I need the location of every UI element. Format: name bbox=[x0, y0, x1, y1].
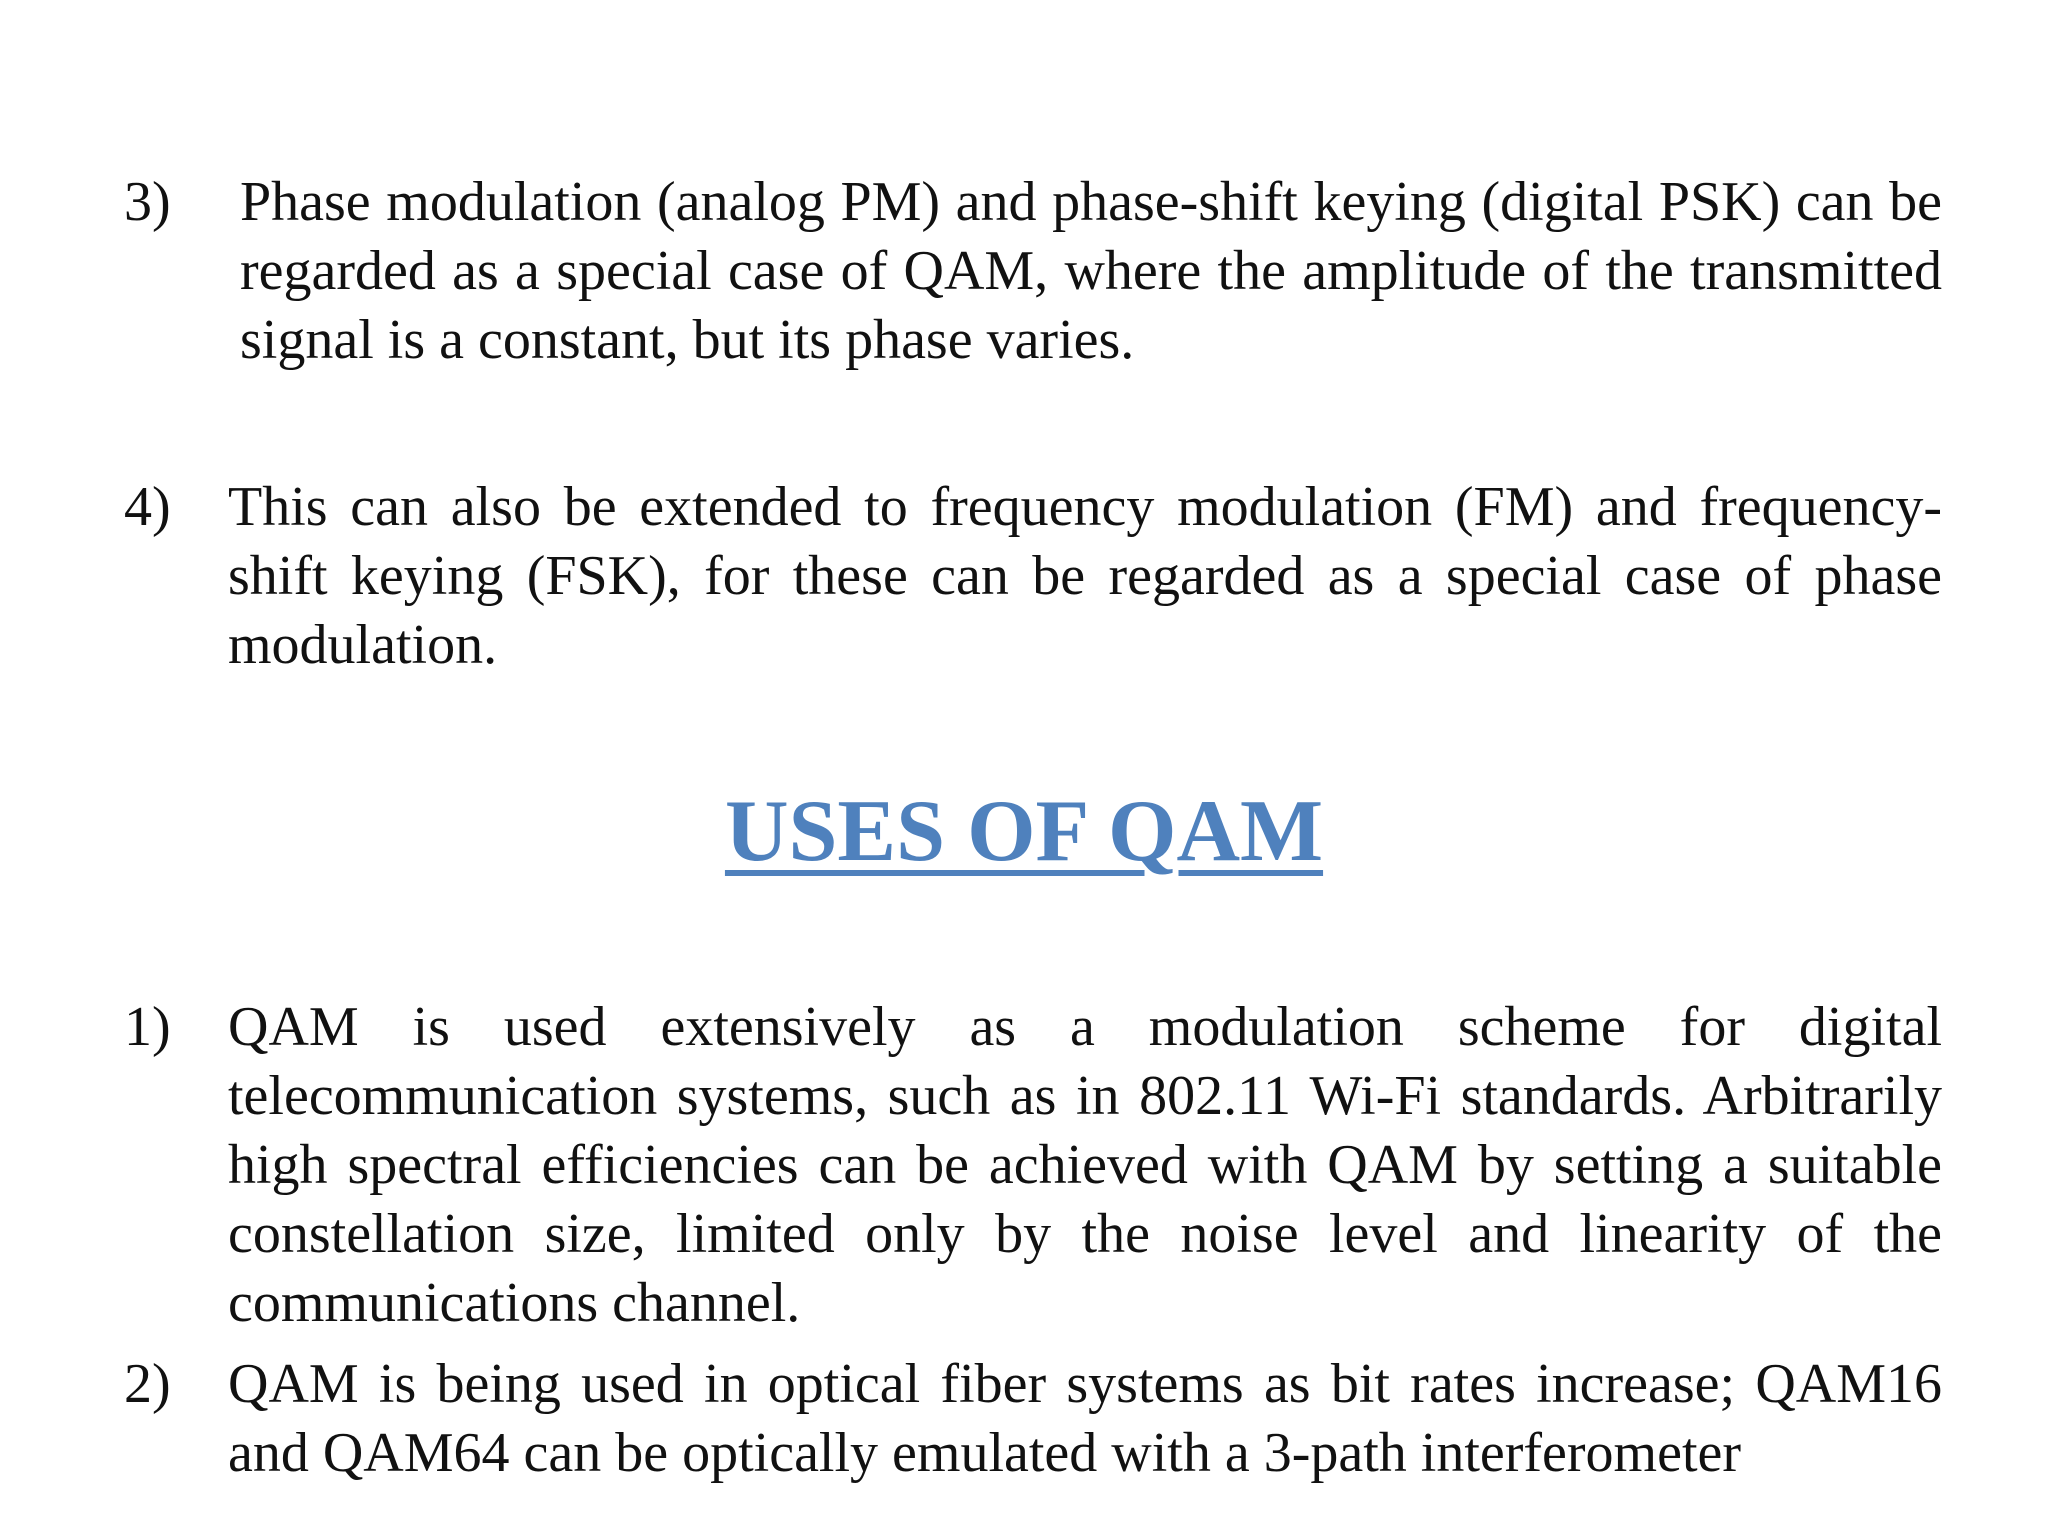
list-item-text: Phase modulation (analog PM) and phase-shift keying (digital PSK) can be regarded as a special case of QAM, where the amplitude of the transmitted signal is a constant, but its phase varies. bbox=[240, 171, 1942, 371]
section-heading bbox=[0, 782, 2048, 882]
list-item-number: 4) bbox=[124, 476, 171, 538]
list-item-number: 2) bbox=[124, 1353, 171, 1415]
list-item-3 bbox=[124, 168, 1942, 375]
list-item-number: 1) bbox=[124, 996, 171, 1058]
uses-list-item-1 bbox=[124, 993, 1942, 1338]
list-item-text: QAM is used extensively as a modulation scheme for digital telecommunication systems, such as in 802.11 Wi-Fi standards. Arbitrarily high spectral efficiencies can be achieved with QAM by setting a suitable constellation size, limited only by the noise level and linearity of the communications channel. bbox=[228, 996, 1942, 1334]
list-item-text: This can also be extended to frequency modulation (FM) and frequency-shift keying (FSK), for these can be regarded as a special case of phase modulation. bbox=[228, 476, 1942, 676]
list-item-text: QAM is being used in optical fiber systems as bit rates increase; QAM16 and QAM64 can be optically emulated with a 3-path interferometer bbox=[228, 1353, 1942, 1484]
list-item-number: 3) bbox=[124, 171, 171, 233]
list-item-4 bbox=[124, 473, 1942, 680]
uses-list-item-2 bbox=[124, 1350, 1942, 1488]
section-heading-text: USES OF QAM bbox=[724, 783, 1324, 880]
